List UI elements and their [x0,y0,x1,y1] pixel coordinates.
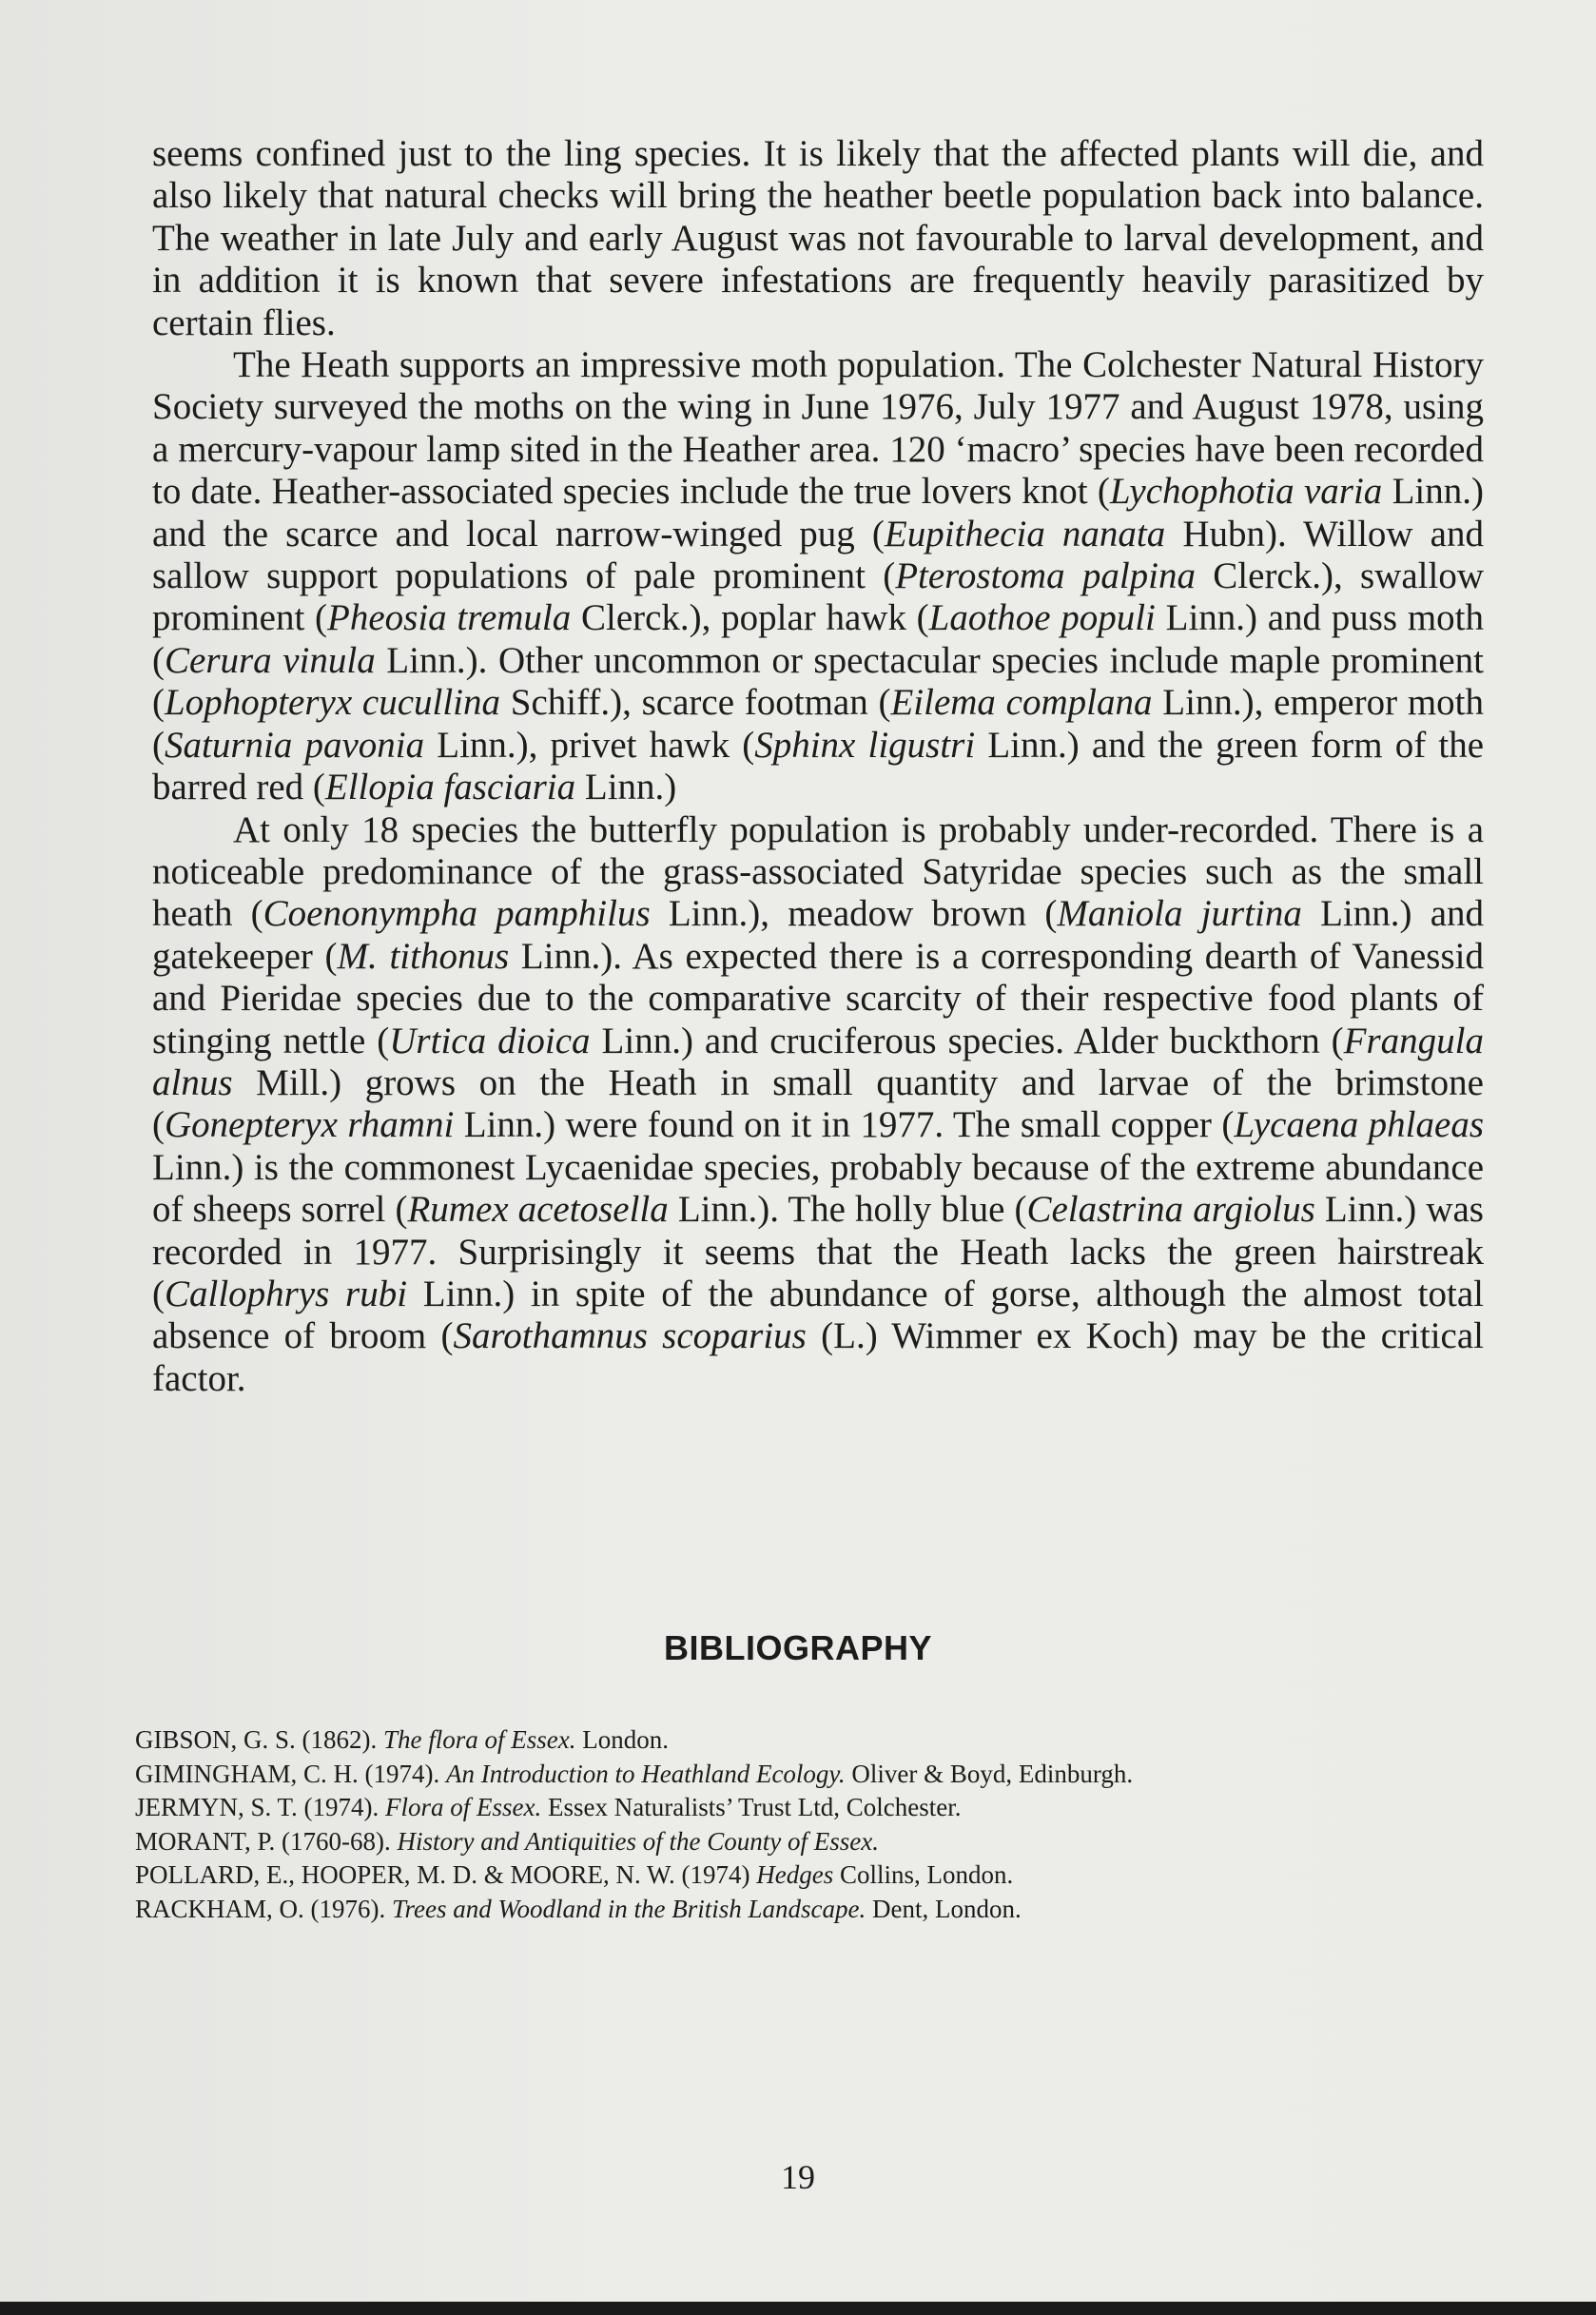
bib-publisher: Collins, London. [833,1860,1014,1889]
text-run: At only 18 species the butterfly population is probably under-recorded. There is a noticeable predominance of the grass-associated Satyridae species such as the small heath ( [152,808,1484,935]
text-run: Linn.) and puss moth ( [152,597,1485,681]
text-run: Linn.) was recorded in 1977. Surprisingly it seems that the Heath lacks the green hairstreak ( [152,1189,1484,1314]
bib-title: Trees and Woodland in the British Landscape. [392,1894,866,1923]
species-name: Pheosia tremula [327,597,572,639]
bib-publisher: London. [575,1725,670,1754]
species-name: Eilema complana [890,682,1153,724]
text-run: The Heath supports an impressive moth population. The Colchester Natural History Society surveyed the moths on the wing in June 1976, July 1977 and August 1978, using a mercury-vapour lamp sited in the Heather area. 120 ‘macro’ species have been recorded to date. Heather-associated species include the true lovers knot ( [152,344,1484,513]
species-name: Laothoe populi [928,597,1156,639]
bib-author: GIMINGHAM, C. H. (1974). [135,1759,446,1788]
text-run: Linn.). As expected there is a corresponding dearth of Vanessid and Pieridae species due to the comparative scarcity of their respective food plants of stinging nettle ( [152,935,1484,1061]
bibliography-list [135,1723,1486,1926]
text-run: Linn.), meadow brown ( [650,893,1058,935]
bib-author: GIBSON, G. S. (1862). [135,1725,384,1754]
bib-author: JERMYN, S. T. (1974). [135,1793,386,1821]
bibliography-entry [135,1893,1486,1927]
text-run: Linn.) is the commonest Lycaenidae species, probably because of the extreme abundance of sheeps sorrel ( [152,1146,1484,1231]
species-name: Gonepteryx rhamni [165,1104,455,1146]
paragraph-moths [152,344,1484,808]
bib-title: Hedges [756,1860,834,1889]
text-run: Clerck.), swallow prominent ( [152,555,1484,639]
bibliography-entry [135,1858,1486,1893]
bib-author: MORANT, P. (1760-68). [135,1826,398,1856]
paragraph-heather-beetle [152,133,1484,344]
bibliography-entry [135,1758,1486,1792]
text-run: Linn.), emperor moth ( [152,682,1484,766]
bib-publisher: Essex Naturalists’ Trust Ltd, Colchester. [541,1793,962,1821]
species-name: Pterostoma palpina [895,555,1197,597]
page-number: 19 [781,2158,815,2196]
text-run: Hubn). Willow and sallow support populations of pale prominent ( [152,513,1484,597]
bib-title: The flora of Essex. [383,1725,576,1754]
bibliography-entry [135,1723,1486,1758]
text-run: (L.) Wimmer ex Koch) may be the critical factor. [152,1315,1485,1399]
species-name: Eupithecia nanata [884,513,1166,554]
body-text [152,133,1484,1400]
paragraph-butterflies [152,809,1484,1401]
species-name: Saturnia pavonia [165,724,425,766]
species-name: Lycaena phlaeas [1234,1104,1485,1146]
bib-title: Flora of Essex. [385,1793,542,1821]
text-run: Linn.), privet hawk ( [424,724,755,766]
bib-author: RACKHAM, O. (1976). [135,1894,392,1923]
text-run: Linn.). The holly blue ( [668,1189,1027,1231]
species-name: Urtica dioica [389,1020,591,1061]
text-run: seems confined just to the ling species. It is likely that the affected plants will die, and also likely that natural checks will bring the heather beetle population back into balance. The weather in late July and early August was not favourable to larval development, and in addition it is known that severe infestations are frequently heavily parasitized by certain flies. [152,133,1484,343]
text-run: Linn.) in spite of the abundance of gorse, although the almost total absence of broom ( [152,1273,1484,1357]
species-name: Celastrina argiolus [1026,1189,1315,1231]
text-run: Linn.) and the green form of the barred red ( [152,724,1485,808]
page-bottom-edge [0,2302,1596,2315]
species-name: Rumex acetosella [407,1189,669,1231]
species-name: Cerura vinula [165,639,376,681]
text-run: Linn.) and cruciferous species. Alder buckthorn ( [590,1020,1344,1061]
bib-publisher: Dent, London. [866,1894,1022,1923]
bibliography-entry [135,1791,1486,1825]
text-run: Linn.) and gatekeeper ( [152,893,1485,977]
bib-title: An Introduction to Heathland Ecology. [445,1759,846,1788]
species-name: Lophopteryx cucullina [165,682,501,724]
text-run: Linn.) and the scarce and local narrow-winged pug ( [152,471,1484,554]
bibliography-heading: BIBLIOGRAPHY [663,1628,932,1667]
text-run: Linn.). Other uncommon or spectacular species include maple prominent ( [152,639,1484,724]
species-name: Ellopia fasciaria [324,767,576,808]
text-run: Clerck.), poplar hawk ( [571,597,929,639]
text-run: Linn.) were found on it in 1977. The small copper ( [454,1104,1235,1146]
text-run: Linn.) [575,767,677,808]
species-name: Sphinx ligustri [754,724,976,766]
text-run: Schiff.), scarce footman ( [500,682,891,724]
species-name: Sarothamnus scoparius [453,1315,807,1357]
text-run: Mill.) grows on the Heath in small quantity and larvae of the brimstone ( [152,1061,1484,1146]
species-name: Callophrys rubi [165,1273,408,1314]
species-name: Maniola jurtina [1057,893,1302,935]
bib-publisher: Oliver & Boyd, Edinburgh. [845,1759,1134,1788]
species-name: Frangula alnus [152,1020,1484,1103]
bibliography-entry [135,1825,1486,1859]
bib-author: POLLARD, E., HOOPER, M. D. & MOORE, N. W. (1974) [135,1860,757,1889]
species-name: Coenonympha pamphilus [263,893,651,935]
bib-title: History and Antiquities of the County of Essex. [397,1826,879,1856]
species-name: M. tithonus [337,935,510,977]
species-name: Lychophotia varia [1109,471,1383,513]
